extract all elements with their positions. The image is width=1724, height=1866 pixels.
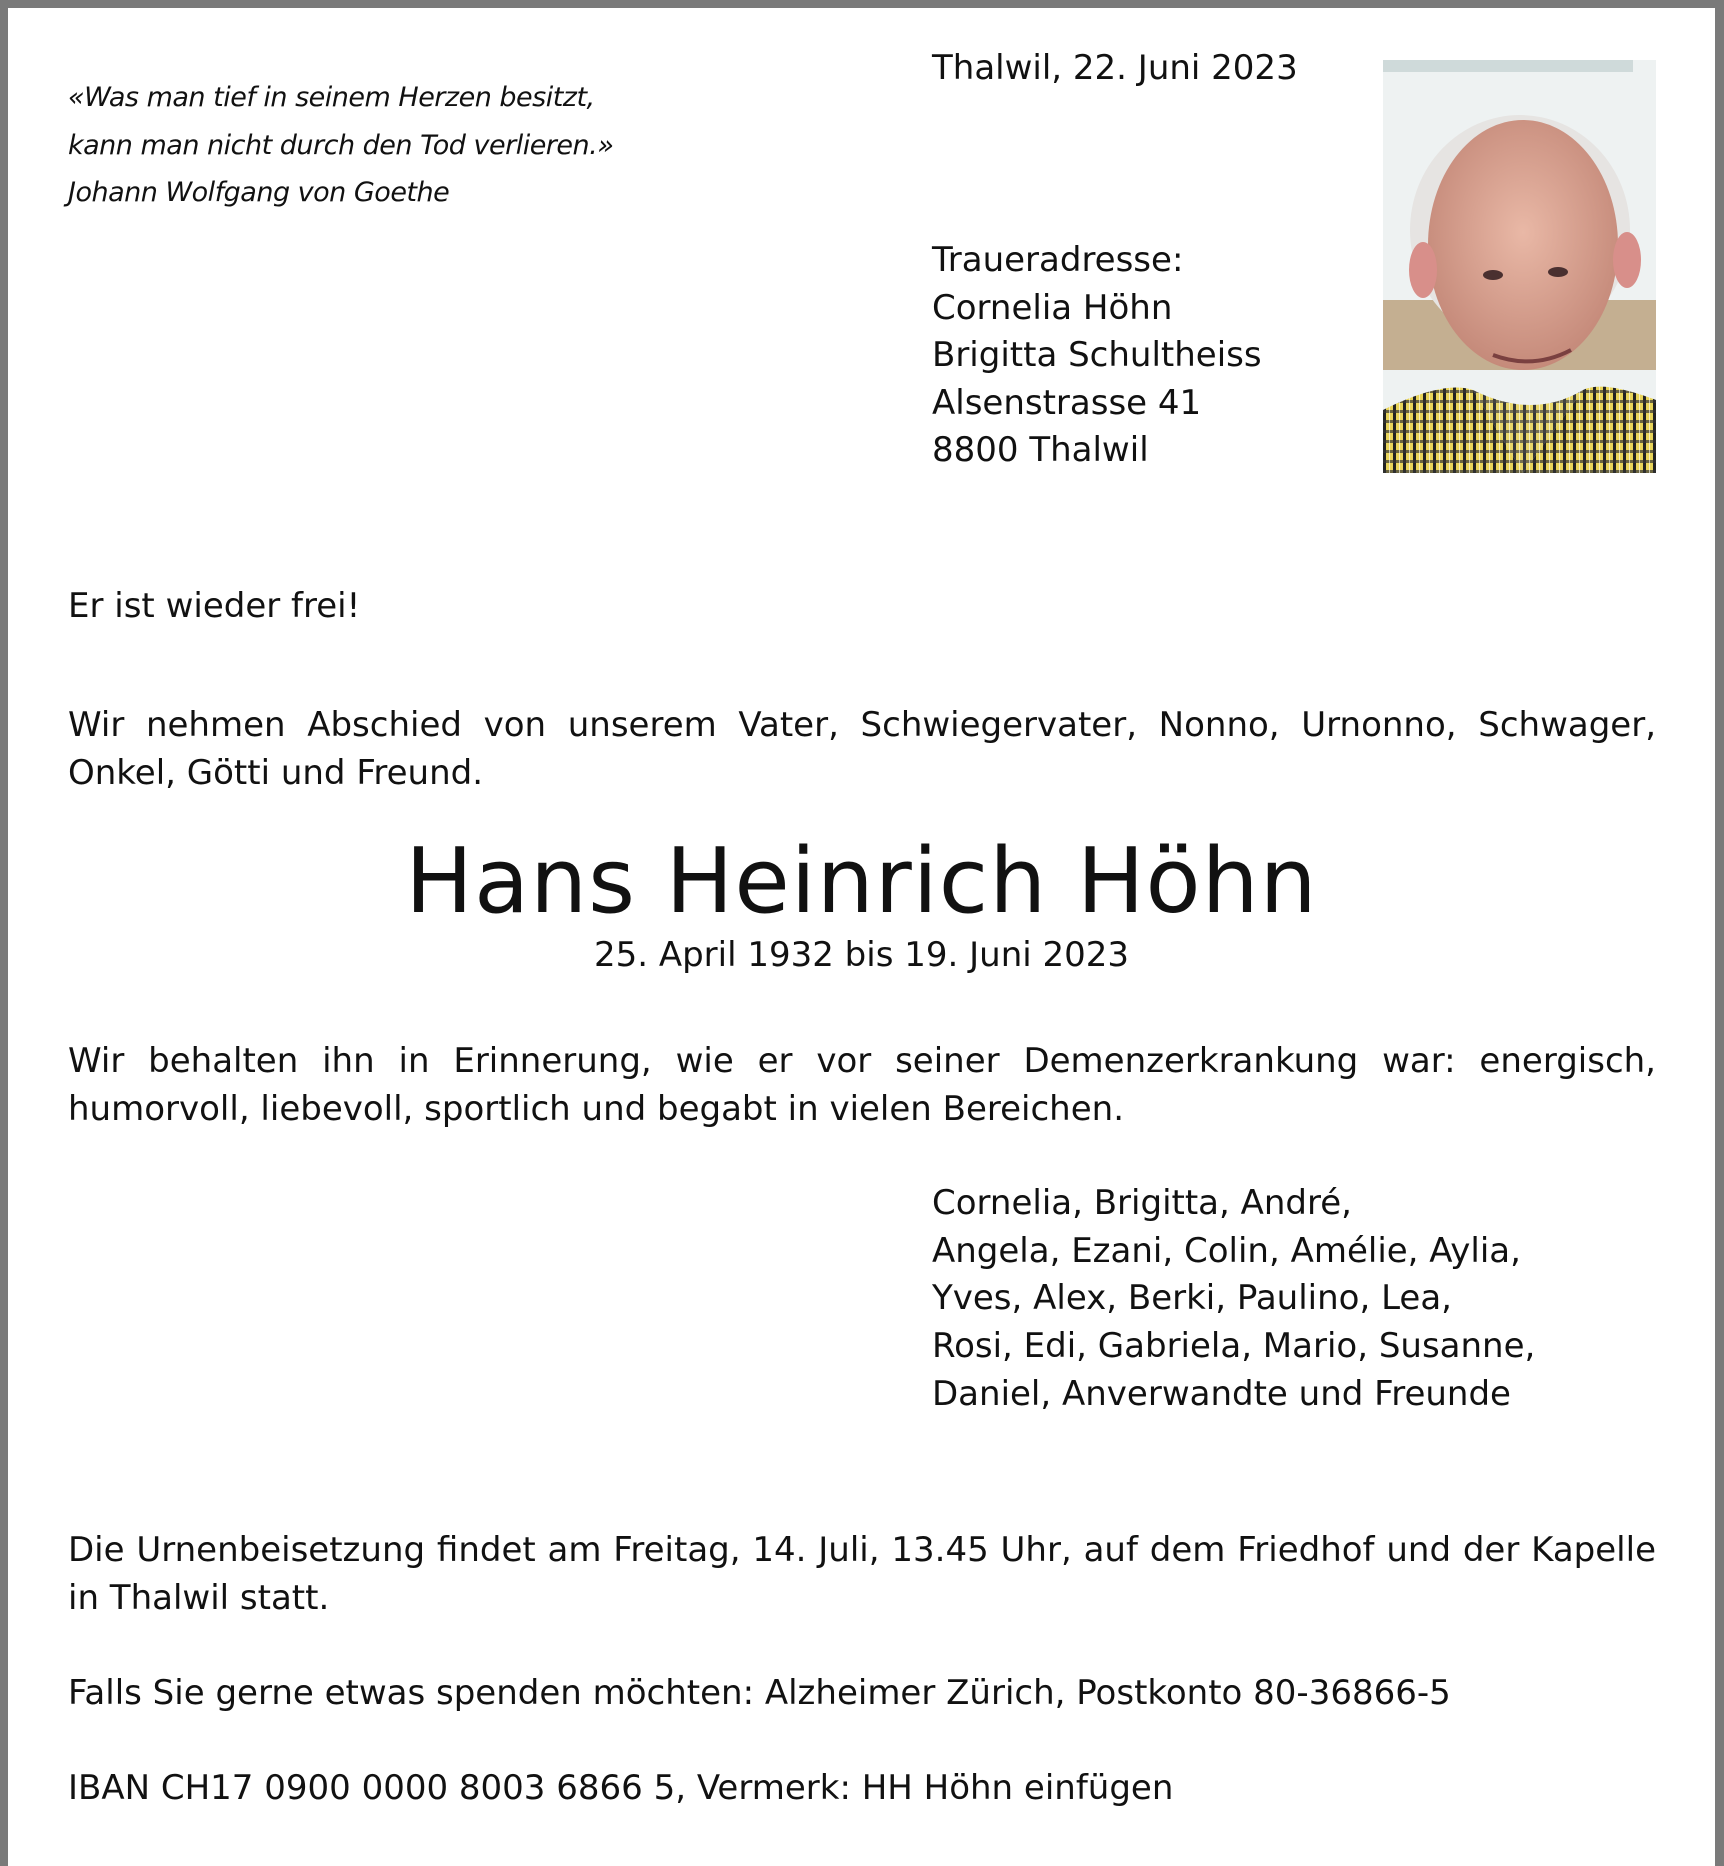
remembrance-paragraph: Wir behalten ihn in Erinnerung, wie er vor seiner Demenzerkrankung war: energisch, humorvoll, liebevoll, sportlich und begabt in vielen Bereichen. bbox=[68, 1041, 1656, 1129]
mourners-line: Daniel, Anverwandte und Freunde bbox=[932, 1374, 1511, 1414]
obituary-page bbox=[8, 8, 1715, 1866]
farewell-paragraph: Wir nehmen Abschied von unserem Vater, Schwiegervater, Nonno, Urnonno, Schwager, Onkel, Götti und Freund. bbox=[68, 705, 1656, 793]
quote-line: «Was man tief in seinem Herzen besitzt, bbox=[68, 82, 595, 113]
mourners-line: Yves, Alex, Berki, Paulino, Lea, bbox=[932, 1278, 1452, 1318]
iban-line: IBAN CH17 0900 0000 8003 6866 5, Vermerk: HH Höhn einfügen bbox=[68, 1768, 1174, 1808]
opening-line: Er ist wieder frei! bbox=[68, 586, 361, 626]
mourners-line: Angela, Ezani, Colin, Amélie, Aylia, bbox=[932, 1231, 1521, 1271]
address-line: Cornelia Höhn bbox=[932, 288, 1173, 328]
quote-author: Johann Wolfgang von Goethe bbox=[68, 177, 450, 208]
address-label: Traueradresse: bbox=[932, 240, 1184, 280]
deceased-name: Hans Heinrich Höhn bbox=[405, 829, 1318, 934]
address-line: Brigitta Schultheiss bbox=[932, 335, 1262, 375]
donation-line: Falls Sie gerne etwas spenden möchten: Alzheimer Zürich, Postkonto 80-36866-5 bbox=[68, 1673, 1451, 1713]
quote-line: kann man nicht durch den Tod verlieren.» bbox=[68, 129, 614, 161]
goethe-quote bbox=[68, 74, 613, 217]
ceremony-paragraph: Die Urnenbeisetzung findet am Freitag, 14. Juli, 13.45 Uhr, auf dem Friedhof und der Kapelle in Thalwil statt. bbox=[68, 1530, 1656, 1618]
mourners-line: Cornelia, Brigitta, André, bbox=[932, 1183, 1352, 1223]
mourners-line: Rosi, Edi, Gabriela, Mario, Susanne, bbox=[932, 1326, 1536, 1366]
portrait-photo bbox=[1383, 60, 1656, 473]
address-line: Alsenstrasse 41 bbox=[932, 383, 1202, 423]
place-date: Thalwil, 22. Juni 2023 bbox=[932, 48, 1298, 88]
life-dates: 25. April 1932 bis 19. Juni 2023 bbox=[593, 935, 1130, 975]
address-line: 8800 Thalwil bbox=[932, 430, 1149, 470]
